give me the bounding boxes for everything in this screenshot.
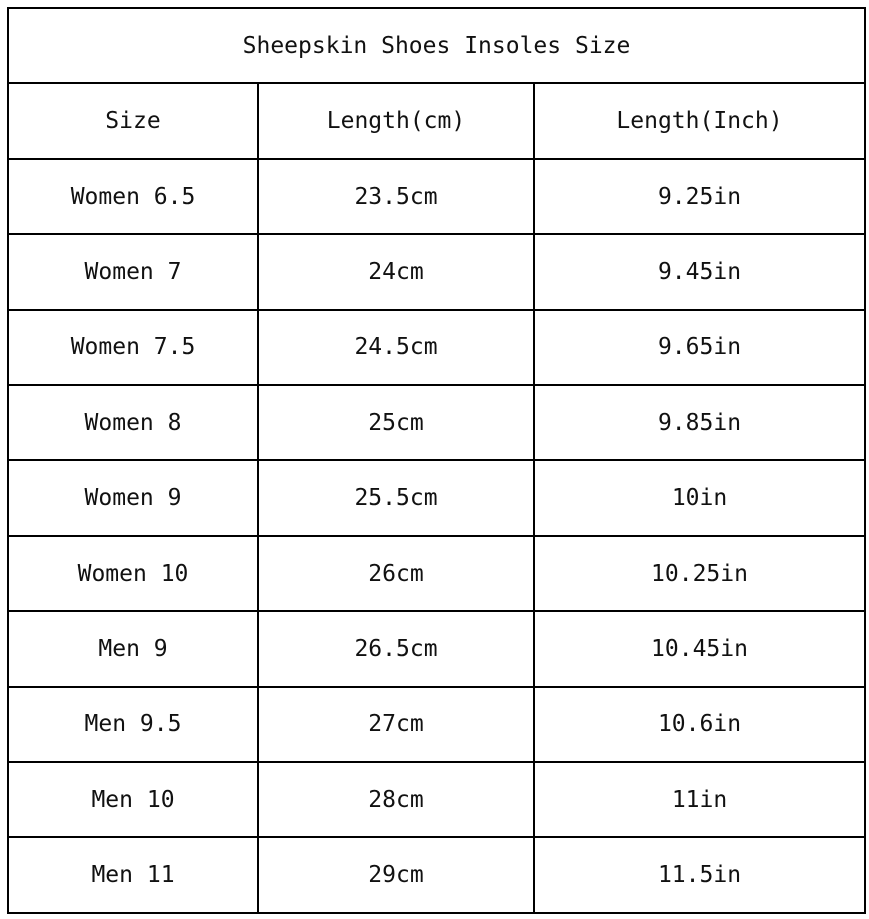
size-cell: Women 9 <box>8 460 258 535</box>
size-cell: Men 11 <box>8 837 258 913</box>
header-length-cm: Length(cm) <box>258 83 534 158</box>
length-cm-cell: 26.5cm <box>258 611 534 686</box>
header-size: Size <box>8 83 258 158</box>
header-length-inch: Length(Inch) <box>534 83 865 158</box>
size-cell: Women 10 <box>8 536 258 611</box>
title-row <box>8 8 865 83</box>
table-row <box>8 837 865 913</box>
length-inch-cell: 10in <box>534 460 865 535</box>
size-cell: Women 6.5 <box>8 159 258 234</box>
table-title: Sheepskin Shoes Insoles Size <box>8 8 865 83</box>
length-cm-cell: 25.5cm <box>258 460 534 535</box>
length-inch-cell: 9.25in <box>534 159 865 234</box>
length-cm-cell: 27cm <box>258 687 534 762</box>
table-row <box>8 310 865 385</box>
length-inch-cell: 11.5in <box>534 837 865 913</box>
length-inch-cell: 10.25in <box>534 536 865 611</box>
table-row <box>8 460 865 535</box>
length-inch-cell: 9.45in <box>534 234 865 309</box>
length-inch-cell: 10.6in <box>534 687 865 762</box>
size-chart-table <box>7 7 866 914</box>
size-cell: Men 9.5 <box>8 687 258 762</box>
header-row <box>8 83 865 158</box>
table-row <box>8 385 865 460</box>
size-cell: Women 7.5 <box>8 310 258 385</box>
table-row <box>8 762 865 837</box>
length-inch-cell: 10.45in <box>534 611 865 686</box>
table-row <box>8 234 865 309</box>
table-row <box>8 611 865 686</box>
size-cell: Women 8 <box>8 385 258 460</box>
length-inch-cell: 11in <box>534 762 865 837</box>
length-cm-cell: 24.5cm <box>258 310 534 385</box>
table-row <box>8 159 865 234</box>
length-inch-cell: 9.85in <box>534 385 865 460</box>
length-cm-cell: 26cm <box>258 536 534 611</box>
length-cm-cell: 28cm <box>258 762 534 837</box>
length-inch-cell: 9.65in <box>534 310 865 385</box>
length-cm-cell: 29cm <box>258 837 534 913</box>
table-row <box>8 536 865 611</box>
length-cm-cell: 25cm <box>258 385 534 460</box>
size-cell: Men 9 <box>8 611 258 686</box>
length-cm-cell: 24cm <box>258 234 534 309</box>
length-cm-cell: 23.5cm <box>258 159 534 234</box>
size-cell: Men 10 <box>8 762 258 837</box>
table-row <box>8 687 865 762</box>
size-cell: Women 7 <box>8 234 258 309</box>
